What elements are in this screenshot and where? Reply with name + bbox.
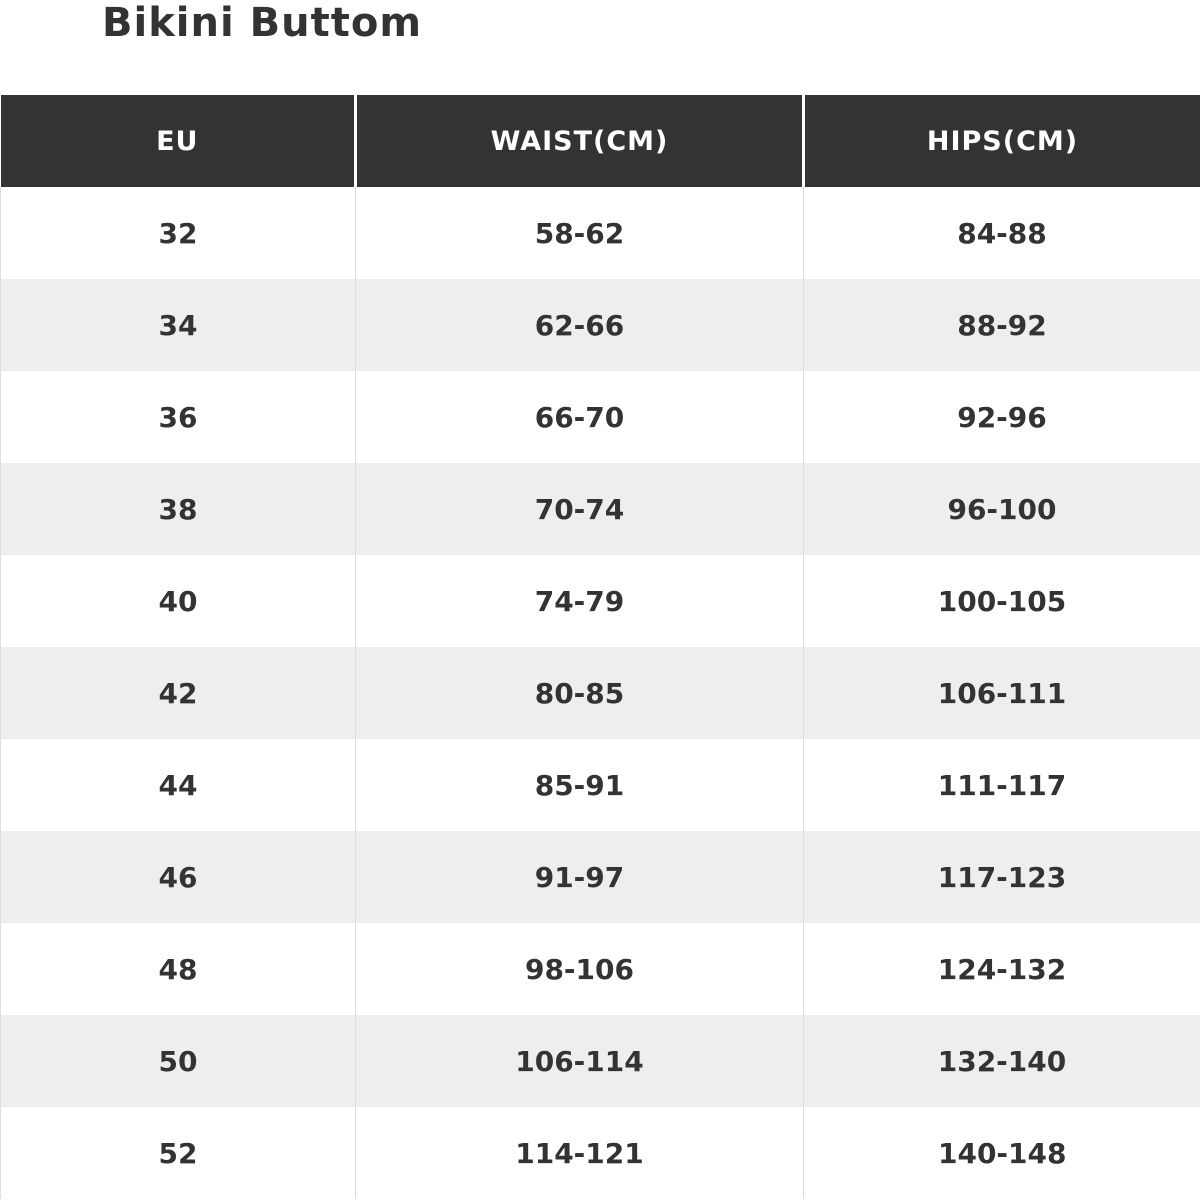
table-header-row	[1, 95, 1200, 187]
cell-hips: 117-123	[804, 831, 1200, 923]
cell-hips: 124-132	[804, 923, 1200, 1015]
cell-hips: 111-117	[804, 739, 1200, 831]
cell-waist: 62-66	[356, 279, 804, 371]
cell-waist: 98-106	[356, 923, 804, 1015]
table-row	[1, 279, 1200, 371]
table-row	[1, 831, 1200, 923]
table-row	[1, 739, 1200, 831]
cell-eu: 42	[1, 647, 356, 739]
cell-hips: 140-148	[804, 1107, 1200, 1199]
column-header-waist: WAIST(CM)	[356, 95, 804, 187]
column-header-hips: HIPS(CM)	[804, 95, 1200, 187]
cell-waist: 74-79	[356, 555, 804, 647]
cell-hips: 88-92	[804, 279, 1200, 371]
cell-hips: 132-140	[804, 1015, 1200, 1107]
table-row	[1, 463, 1200, 555]
table-header	[1, 95, 1200, 187]
cell-waist: 80-85	[356, 647, 804, 739]
cell-hips: 84-88	[804, 187, 1200, 279]
page-title: Bikini Buttom	[102, 0, 422, 46]
cell-hips: 92-96	[804, 371, 1200, 463]
cell-eu: 40	[1, 555, 356, 647]
cell-hips: 96-100	[804, 463, 1200, 555]
cell-eu: 52	[1, 1107, 356, 1199]
cell-waist: 114-121	[356, 1107, 804, 1199]
cell-waist: 85-91	[356, 739, 804, 831]
table-body	[1, 187, 1200, 1199]
table-row	[1, 187, 1200, 279]
cell-eu: 36	[1, 371, 356, 463]
cell-waist: 58-62	[356, 187, 804, 279]
table-row	[1, 647, 1200, 739]
table-row	[1, 923, 1200, 1015]
cell-waist: 66-70	[356, 371, 804, 463]
cell-eu: 34	[1, 279, 356, 371]
table-row	[1, 371, 1200, 463]
cell-eu: 32	[1, 187, 356, 279]
cell-eu: 48	[1, 923, 356, 1015]
cell-waist: 70-74	[356, 463, 804, 555]
cell-eu: 44	[1, 739, 356, 831]
table-row	[1, 1015, 1200, 1107]
table-row	[1, 1107, 1200, 1199]
cell-eu: 50	[1, 1015, 356, 1107]
size-chart-table	[0, 95, 1200, 1199]
column-header-eu: EU	[1, 95, 356, 187]
cell-waist: 91-97	[356, 831, 804, 923]
cell-hips: 100-105	[804, 555, 1200, 647]
cell-eu: 38	[1, 463, 356, 555]
cell-eu: 46	[1, 831, 356, 923]
cell-waist: 106-114	[356, 1015, 804, 1107]
table-row	[1, 555, 1200, 647]
cell-hips: 106-111	[804, 647, 1200, 739]
